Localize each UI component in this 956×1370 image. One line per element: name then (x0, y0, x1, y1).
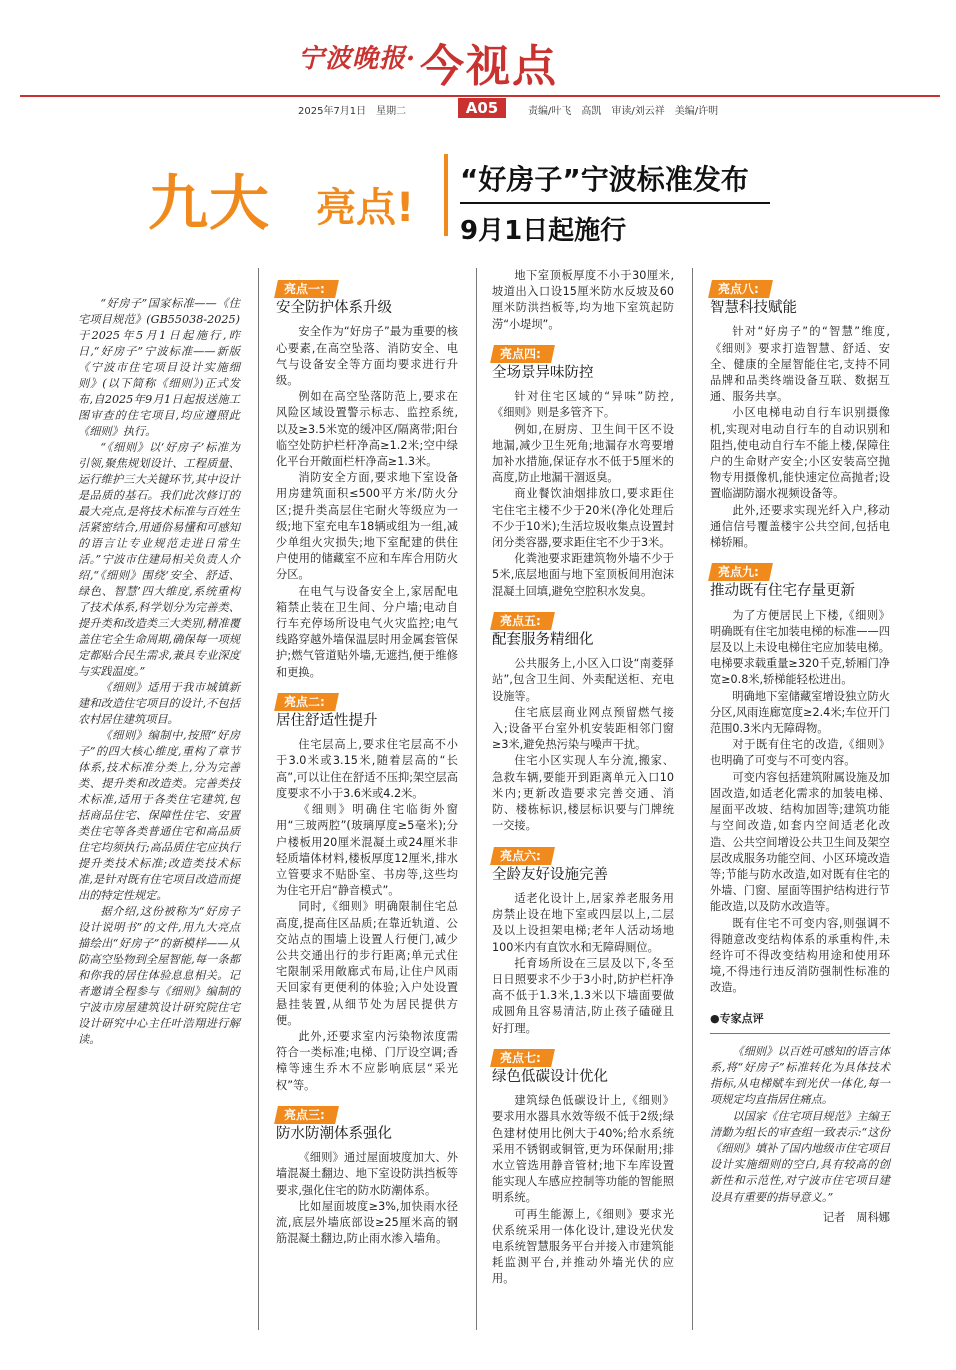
masthead-rule (20, 95, 940, 97)
newspaper-brand: 宁波晚报· (298, 44, 417, 74)
point-paragraph: 《细则》通过屋面坡度加大、外墙混凝土翻边、地下室设防洪挡板等要求,强化住宅的防水防潮体系。 (276, 1151, 458, 1197)
point-paragraph: 例如在高空坠落防范上,要求在风险区域设置警示标志、监控系统,以及≥3.5米宽的缓冲区/隔离带;阳台临空处防护栏杆净高≥1.2米;空中绿化平台开敞面栏杆净高≥1.3米。 (276, 390, 458, 469)
point-paragraph: 在电气与设备安全上,家居配电箱禁止装在卫生间、分户墙;电动自行车充停场所设电气火灾监控;电气线路穿越外墙保温层时用金属套管保护;燃气管道贴外墙,无遮挡,便于维修和更换。 (276, 584, 458, 679)
point-badge: 亮点三: (274, 1106, 339, 1124)
point-paragraph: 同时,《细则》明确限制住宅总高度,提高住区品质;在靠近轨道、公交站点的围墙上设置人行便门,减少公共交通出行的步行距离;单元式住宅限制采用敞廊式布局,让住户风雨天回家有更便利的体验;入户处设置悬挂装置,从细节处为居民提供方便。 (276, 900, 458, 1027)
point-paragraph: 此外,还要求室内污染物浓度需符合一类标准;电梯、门厅设空调;香樟等速生乔木不应影响底层“采光权”等。 (276, 1029, 458, 1092)
point-title: 安全防护体系升级 (276, 300, 392, 317)
point-paragraph: 对于既有住宅的改造,《细则》也明确了可变与不可变内容。 (710, 738, 890, 768)
headline-mid: 亮点! (316, 185, 415, 231)
point-title: 全龄友好设施完善 (492, 866, 608, 883)
lead-paragraph: “好房子”国家标准——《住宅项目规范》(GB55038-2025)于2025年5月1日起施行,昨日,“好房子”宁波标准——新版《宁波市住宅项目设计实施细则》(以下简称《细则》)正式发布,自2025年9月1日起报送施工图审查的住宅项目,均应遵照此《细则》执行。 (78, 297, 240, 438)
point-paragraph: 小区电梯电动自行车识别摄像机,实现对电动自行车的自动识别和阻挡,使电动自行车不能上楼,保障住户的生命财产安全;小区安装高空抛物专用摄像机,能快速定位高抛者;设置临湖防溺水视频设备等。 (710, 406, 890, 501)
point-paragraph: 消防安全方面,要求地下室设备用房建筑面积≤500平方米/防火分区;提升类高层住宅耐火等级应为一级;地下室充电车18辆或组为一组,减少单组火灾损失;地下室配建的供住户使用的储藏室不应和车库合用防火分区。 (276, 471, 458, 582)
point-title: 配套服务精细化 (492, 632, 594, 649)
lead-paragraph: 据介绍,这份被称为“好房子设计说明书”的文件,用九大亮点描绘出“好房子”的新模样——从防高空坠物到全屋智能,每一条都和你我的居住体验息息相关。记者邀请全程参与《细则》编制的宁波市房屋建筑设计研究院住宅设计研究中心主任叶浩翔进行解读。 (78, 905, 240, 1046)
lead-paragraph: 《细则》适用于我市城镇新建和改造住宅项目的设计,不包括农村居住建筑项目。 (78, 681, 240, 726)
expert-heading: ●专家点评 (710, 1011, 764, 1025)
point-paragraph: 公共服务上,小区入口设“南菱驿站”,包含卫生间、外卖配送柜、充电设施等。 (492, 657, 674, 703)
column-rule (692, 268, 693, 1330)
expert-paragraph: 《细则》以百姓可感知的语言体系,将“好房子”标准转化为具体技术指标,从电梯赋车到光伏一体化,每一项规定均直指居住痛点。 (710, 1044, 890, 1107)
editor-credits: 责编/叶飞 高凯 审读/刘云祥 美编/许明 (528, 106, 719, 117)
point-paragraph: 此外,还要求实现光纤入户,移动通信信号覆盖楼宇公共空间,包括电梯轿厢。 (710, 503, 890, 550)
point-paragraph: 住宅底层商业网点预留燃气接入;设备平台室外机安装距相邻门窗≥3米,避免热污染与噪声干扰。 (492, 705, 674, 752)
point-badge: 亮点五: (490, 612, 555, 630)
article-column-1 (276, 268, 458, 1247)
point-title: 推动既有住宅存量更新 (710, 583, 855, 600)
point-paragraph: 商业餐饮油烟排放口,要求距住宅住宅主楼不少于20米(净化处理后不少于10米);生活垃圾收集点设置封闭分类容器,要求距住宅不少于3米。 (492, 487, 674, 550)
headline (148, 152, 788, 252)
point-paragraph: 化粪池要求距建筑物外墙不少于5米,底层地面与地下室顶板间用泡沫混凝土回填,避免空腔积水发臭。 (492, 552, 674, 598)
point-badge: 亮点四: (490, 345, 555, 363)
point-badge: 亮点八: (708, 280, 773, 298)
column-rule (476, 268, 477, 1330)
expert-comment (710, 1044, 890, 1206)
point-paragraph: 例如,在厨房、卫生间干区不设地漏,减少卫生死角;地漏存水弯要增加补水措施,保证存水不低于5厘米的高度,防止地漏干涸返臭。 (492, 422, 674, 485)
issue-date: 2025年7月1日 星期二 (298, 106, 407, 117)
point-paragraph: 可再生能源上,《细则》要求光伏系统采用一体化设计,建设光伏发电系统智慧服务平台并接入市建筑能耗监测平台,并推动外墙光伏的应用。 (492, 1207, 674, 1286)
headline-big: 九大 (148, 169, 270, 239)
lead-paragraph: “《细则》以‘好房子’标准为引领,聚焦规划设计、工程质量、运行维护三大关键环节,其中设计是品质的基石。我们此次修订的最大亮点,是将技术标准与百姓生活紧密结合,用通俗易懂和可感知的语言让专业规范走进日常生活。”宁波市住建局相关负责人介绍,“《细则》围绕‘安全、舒适、绿色、智慧’四大维度,系统重构了技术体系,科学划分为完善类、提升类和改造类三大类别,精准覆盖住宅全生命周期,确保每一项规定都贴合民生需求,兼具专业深度与实践温度。” (78, 441, 240, 678)
lead-column (78, 296, 240, 1048)
headline-subtitle: 9月1日起施行 (460, 216, 627, 246)
expert-paragraph: 以国家《住宅项目规范》主编王清勤为组长的审查组一致表示:“这份《细则》填补了国内地级市住宅项目设计实施细则的空白,具有较高的创新性和示范性,对宁波市住宅项目建设具有重要的指导意义。” (710, 1109, 890, 1204)
point-paragraph: 住宅层高上,要求住宅层高不小于3.0米或3.15米,随着层高的“长高”,可以让住在舒适不压抑;架空层高度要求不小于3.6米或4.2米。 (276, 738, 458, 800)
reporter-signature: 记者 周科娜 (822, 1210, 890, 1224)
headline-divider (444, 154, 448, 236)
point-paragraph: 针对住宅区域的“异味”防控,《细则》则是多管齐下。 (492, 390, 674, 420)
headline-title: “好房子”宁波标准发布 (460, 163, 749, 196)
point-paragraph: 明确地下室储藏室增设独立防火分区,风雨连廊宽度≥2.4米;车位开门范围0.3米内无障碍物。 (710, 689, 890, 736)
headline-rule (460, 202, 770, 204)
expert-rule (710, 1033, 890, 1034)
point-paragraph: 针对“好房子”的“智慧”维度,《细则》要求打造智慧、舒适、安全、健康的全屋智能住宅,支持不同品牌和品类终端设备互联、数据互通、服务共享。 (710, 325, 890, 404)
lead-paragraph: 《细则》编制中,按照“好房子”的四大核心维度,重构了章节体系,技术标准分类上,分为完善类、提升类和改造类。完善类技术标准,适用于各类住宅建筑,包括商品住宅、保障性住宅、安置类住宅等各类普通住宅和高品质住宅均须执行;高品质住宅应执行提升类技术标准;改造类技术标准,是针对既有住宅项目改造而提出的特定性规定。 (78, 729, 240, 902)
point-paragraph: 可变内容包括建筑附属设施及加固改造,如适老化需求的加装电梯、屋面平改坡、结构加固等;建筑功能与空间改造,如套内空间适老化改造、公共空间增设公共卫生间及架空层改成服务功能空间、小区环境改造等;节能与防水改造,如对既有住宅的外墙、门窗、屋面等围护结构进行节能改造,以及防水改造等。 (710, 770, 890, 914)
point-title: 全场景异味防控 (492, 365, 594, 382)
point-paragraph: 适老化设计上,居家养老服务用房禁止设在地下室或四层以上,二层及以上设担架电梯;老年人活动场地100米内有直饮水和无障碍厕位。 (492, 891, 674, 954)
point-paragraph: 托育场所设在三层及以下,冬至日日照要求不少于3小时,防护栏杆净高不低于1.3米,1.3米以下墙面要做成圆角且容易清洁,防止孩子磕碰且好打理。 (492, 956, 674, 1035)
point-title: 绿色低碳设计优化 (492, 1068, 608, 1085)
column-rule (258, 268, 259, 1330)
point-paragraph: 地下室顶板厚度不小于30厘米,坡道出入口设15厘米防水反坡及60厘米防洪挡板等,均为地下室筑起防涝“小堤坝”。 (492, 269, 674, 331)
page-number: A05 (458, 98, 506, 118)
point-badge: 亮点二: (274, 693, 339, 711)
article-column-3 (710, 268, 890, 1226)
point-paragraph: 既有住宅不可变内容,则强调不得随意改变结构体系的承重构件,未经许可不得改变结构用途和使用环境,不得违行违反消防强制性标准的改造。 (710, 916, 890, 995)
point-title: 居住舒适性提升 (276, 713, 378, 730)
section-title: 今视点 (420, 41, 558, 92)
point-badge: 亮点九: (708, 563, 773, 581)
point-badge: 亮点六: (490, 847, 555, 865)
point-paragraph: 建筑绿色低碳设计上,《细则》要求用水器具水效等级不低于2级;绿色建材使用比例大于40%;给水系统采用不锈钢或铜管,更为环保耐用;排水立管选用静音管材;地下车库设置能实现人车感应控制等功能的智能照明系统。 (492, 1094, 674, 1205)
point-title: 防水防潮体系强化 (276, 1125, 392, 1142)
point-paragraph: 《细则》明确住宅临街外窗用“三玻两腔”(玻璃厚度≥5毫米);分户楼板用20厘米混凝土或24厘米非轻质墙体材料,楼板厚度12厘米,排水立管要求不贴卧室、书房等,这些均为住宅开启“静音模式”。 (276, 803, 458, 898)
point-paragraph: 安全作为“好房子”最为重要的核心要素,在高空坠落、消防安全、电气与设备安全等方面均要求进行升级。 (276, 325, 458, 388)
point-paragraph: 住宅小区实现人车分流,搬家、急救车辆,要能开到距离单元入口10米内;更新改造要求完善交通、消防、楼栋标识,楼层标识要与门牌统一交接。 (492, 754, 674, 833)
point-paragraph: 比如屋面坡度≥3%,加快雨水径流,底层外墙底部设≥25厘米高的钢筋混凝土翻边,防止雨水渗入墙角。 (276, 1199, 458, 1246)
point-badge: 亮点七: (490, 1049, 555, 1067)
point-title: 智慧科技赋能 (710, 300, 797, 317)
point-badge: 亮点一: (274, 280, 339, 298)
masthead (0, 0, 956, 120)
point-paragraph: 为了方便居民上下楼,《细则》明确既有住宅加装电梯的标准——四层及以上未设电梯住宅应加装电梯。电梯要求载重量≥320千克,轿厢门净宽≥0.8米,轿梯能轻松进出。 (710, 608, 890, 687)
article-column-2 (492, 268, 674, 1288)
